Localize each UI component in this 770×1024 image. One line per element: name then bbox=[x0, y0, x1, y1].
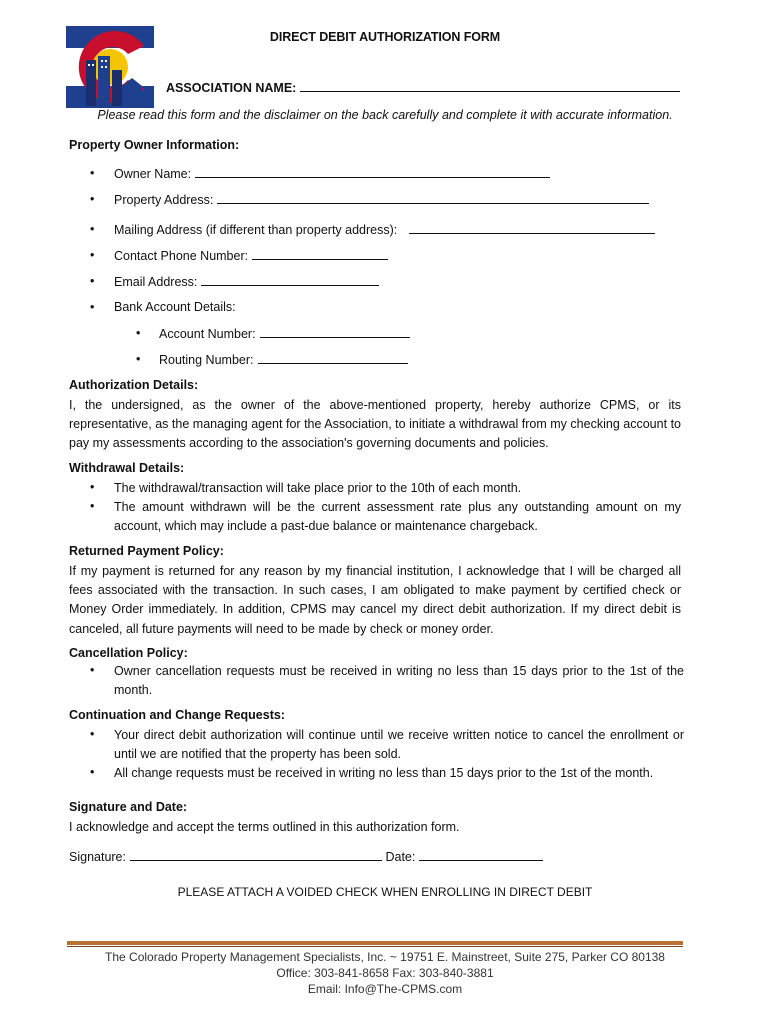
withdrawal-item-2: The amount withdrawn will be the current assessment rate plus any outstanding amount on my account, which may include a past-due balance or maintenance chargeback. bbox=[114, 500, 681, 533]
bullet-withdrawal-1: • bbox=[90, 480, 95, 494]
mailing-address-line[interactable] bbox=[409, 222, 655, 234]
bullet-owner-name: • bbox=[90, 166, 95, 180]
property-address-label: Property Address: bbox=[114, 193, 214, 207]
returned-heading: Returned Payment Policy: bbox=[69, 544, 224, 558]
continuation-item-1: Your direct debit authorization will continue until we receive written notice to cancel the enrollment or until we are notified that the property has been sold. bbox=[114, 728, 684, 761]
footer-rule bbox=[67, 941, 683, 945]
authorization-text: I, the undersigned, as the owner of the above-mentioned property, hereby authorize CPMS, or its representative, as the managing agent for the Association, to initiate a withdrawal from my checking account to pay my assessments according to the association's governing documents and policies. bbox=[69, 398, 681, 451]
email-field[interactable] bbox=[114, 274, 379, 289]
owner-name-label: Owner Name: bbox=[114, 167, 192, 181]
bullet-property-address: • bbox=[90, 192, 95, 206]
bullet-continuation-1: • bbox=[90, 727, 95, 741]
contact-phone-line[interactable] bbox=[252, 248, 388, 260]
date-label: Date: bbox=[385, 850, 416, 864]
withdrawal-item-1: The withdrawal/transaction will take place prior to the 10th of each month. bbox=[114, 481, 522, 495]
instructions: Please read this form and the disclaimer on the back carefully and complete it with accurate information. bbox=[97, 108, 673, 122]
bullet-mailing-address: • bbox=[90, 222, 95, 236]
contact-phone-field[interactable] bbox=[114, 248, 388, 263]
routing-number-field[interactable] bbox=[159, 352, 408, 367]
signature-line-row[interactable] bbox=[69, 849, 543, 864]
withdrawal-heading: Withdrawal Details: bbox=[69, 461, 185, 475]
continuation-item-2: All change requests must be received in writing no less than 15 days prior to the 1st of the month. bbox=[114, 766, 654, 780]
mailing-address-label: Mailing Address (if different than property address): bbox=[114, 223, 398, 237]
bullet-cancellation-1: • bbox=[90, 663, 95, 677]
owner-name-line[interactable] bbox=[195, 166, 550, 178]
footer-address: The Colorado Property Management Specialists, Inc. ~ 19751 E. Mainstreet, Suite 275, Parker CO 80138 bbox=[105, 950, 665, 964]
association-name-line[interactable] bbox=[300, 80, 680, 92]
property-address-line[interactable] bbox=[217, 192, 649, 204]
account-number-label: Account Number: bbox=[159, 327, 256, 341]
attach-check-note: PLEASE ATTACH A VOIDED CHECK WHEN ENROLLING IN DIRECT DEBIT bbox=[177, 885, 593, 899]
form-title: DIRECT DEBIT AUTHORIZATION FORM bbox=[269, 30, 501, 44]
account-number-line[interactable] bbox=[260, 326, 410, 338]
owner-name-field[interactable] bbox=[114, 166, 550, 181]
email-line[interactable] bbox=[201, 274, 379, 286]
bullet-email: • bbox=[90, 274, 95, 288]
returned-text: If my payment is returned for any reason by my financial institution, I acknowledge that I will be charged all fees associated with the transaction. In such cases, I am obligated to make payment by certified check or Money Order immediately. In addition, CPMS may cancel my direct debit authorization. If my direct debit is canceled, all future payments will need to be made by check or money order. bbox=[69, 564, 681, 636]
signature-label: Signature: bbox=[69, 850, 126, 864]
bullet-withdrawal-2: • bbox=[90, 499, 95, 513]
owner-info-heading: Property Owner Information: bbox=[69, 138, 240, 152]
cancellation-item-1: Owner cancellation requests must be received in writing no less than 15 days prior to the 1st of the month. bbox=[114, 664, 684, 697]
signature-text: I acknowledge and accept the terms outlined in this authorization form. bbox=[69, 820, 460, 834]
bullet-bank-details: • bbox=[90, 300, 95, 314]
footer-email: Email: Info@The-CPMS.com bbox=[307, 982, 463, 996]
bullet-routing-number: • bbox=[136, 352, 141, 366]
footer-rule-thin bbox=[67, 946, 683, 947]
signature-heading: Signature and Date: bbox=[69, 800, 188, 814]
signature-line[interactable] bbox=[130, 849, 382, 861]
footer-phone: Office: 303-841-8658 Fax: 303-840-3881 bbox=[276, 966, 494, 980]
email-label: Email Address: bbox=[114, 275, 198, 289]
property-address-field[interactable] bbox=[114, 192, 649, 207]
bullet-account-number: • bbox=[136, 326, 141, 340]
continuation-heading: Continuation and Change Requests: bbox=[69, 708, 285, 722]
association-name-field[interactable] bbox=[166, 80, 680, 95]
routing-number-line[interactable] bbox=[258, 352, 408, 364]
bank-details-label: Bank Account Details: bbox=[114, 300, 236, 314]
bullet-continuation-2: • bbox=[90, 765, 95, 779]
association-name-label: ASSOCIATION NAME: bbox=[166, 81, 297, 95]
authorization-heading: Authorization Details: bbox=[69, 378, 199, 392]
bullet-contact-phone: • bbox=[90, 248, 95, 262]
account-number-field[interactable] bbox=[159, 326, 410, 341]
cancellation-heading: Cancellation Policy: bbox=[69, 646, 188, 660]
routing-number-label: Routing Number: bbox=[159, 353, 254, 367]
contact-phone-label: Contact Phone Number: bbox=[114, 249, 249, 263]
date-line[interactable] bbox=[419, 849, 543, 861]
mailing-address-field[interactable] bbox=[114, 222, 655, 237]
